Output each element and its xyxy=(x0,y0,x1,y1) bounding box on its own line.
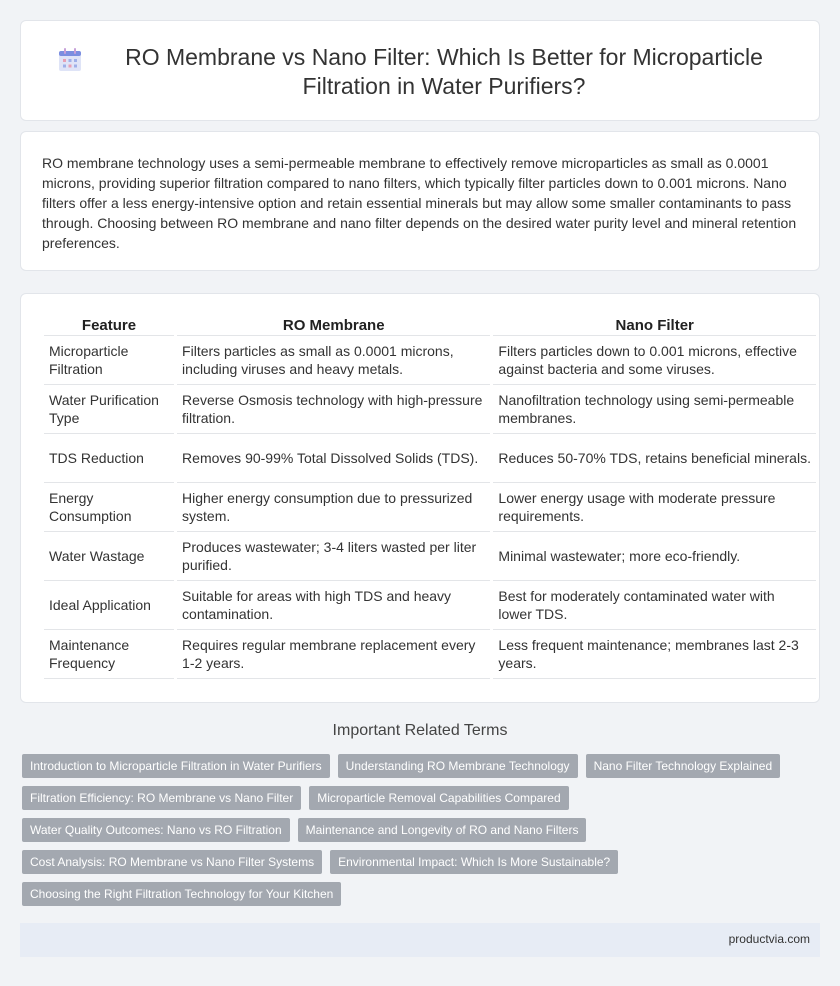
header-nano-filter: Nano Filter xyxy=(493,315,816,336)
feature-cell: Water Wastage xyxy=(44,532,174,581)
intro-paragraph: RO membrane technology uses a semi-permeable membrane to effectively remove microparticles as small as 0.0001 microns, providing superior filtration compared to nano filters, which typically filter particles down to 0.001 microns. Nano filters offer a less energy-intensive option and retain essential minerals but may allow some smaller contaminants to pass through. Choosing between RO membrane and nano filter depends on the desired water purity level and mineral retention preferences. xyxy=(42,155,797,251)
footer xyxy=(20,923,820,957)
related-term-tag[interactable]: Water Quality Outcomes: Nano vs RO Filtration xyxy=(22,818,290,842)
nano-cell: Filters particles down to 0.001 microns, effective against bacteria and some viruses. xyxy=(493,336,816,385)
table-header-row xyxy=(44,315,816,336)
table-row xyxy=(44,532,816,581)
feature-cell: Energy Consumption xyxy=(44,483,174,532)
related-term-tag[interactable]: Cost Analysis: RO Membrane vs Nano Filter Systems xyxy=(22,850,322,874)
related-term-tag[interactable]: Choosing the Right Filtration Technology for Your Kitchen xyxy=(22,882,341,906)
nano-cell: Reduces 50-70% TDS, retains beneficial minerals. xyxy=(493,434,816,483)
nano-cell: Nanofiltration technology using semi-permeable membranes. xyxy=(493,385,816,434)
feature-cell: Microparticle Filtration xyxy=(44,336,174,385)
related-terms-list xyxy=(22,754,802,914)
feature-cell: Water Purification Type xyxy=(44,385,174,434)
nano-cell: Best for moderately contaminated water with lower TDS. xyxy=(493,581,816,630)
table-row xyxy=(44,483,816,532)
related-term-tag[interactable]: Understanding RO Membrane Technology xyxy=(338,754,578,778)
related-term-tag[interactable]: Maintenance and Longevity of RO and Nano Filters xyxy=(298,818,587,842)
feature-cell: TDS Reduction xyxy=(44,434,174,483)
related-term-tag[interactable]: Filtration Efficiency: RO Membrane vs Nano Filter xyxy=(22,786,301,810)
title-card xyxy=(20,20,820,121)
feature-cell: Maintenance Frequency xyxy=(44,630,174,679)
ro-cell: Higher energy consumption due to pressurized system. xyxy=(177,483,490,532)
comparison-table xyxy=(41,315,819,679)
ro-cell: Suitable for areas with high TDS and heavy contamination. xyxy=(177,581,490,630)
table-row xyxy=(44,581,816,630)
header-feature: Feature xyxy=(44,315,174,336)
intro-card xyxy=(20,131,820,271)
related-term-tag[interactable]: Nano Filter Technology Explained xyxy=(586,754,781,778)
table-row xyxy=(44,434,816,483)
nano-cell: Minimal wastewater; more eco-friendly. xyxy=(493,532,816,581)
header-ro-membrane: RO Membrane xyxy=(177,315,490,336)
nano-cell: Less frequent maintenance; membranes last 2-3 years. xyxy=(493,630,816,679)
footer-site-name[interactable]: productvia.com xyxy=(728,932,810,946)
comparison-table-card xyxy=(20,293,820,703)
table-row xyxy=(44,336,816,385)
page-title: RO Membrane vs Nano Filter: Which Is Better for Microparticle Filtration in Water Purifiers? xyxy=(125,44,763,99)
related-term-tag[interactable]: Environmental Impact: Which Is More Sustainable? xyxy=(330,850,618,874)
table-row xyxy=(44,385,816,434)
related-terms-heading: Important Related Terms xyxy=(332,722,508,739)
ro-cell: Reverse Osmosis technology with high-pressure filtration. xyxy=(177,385,490,434)
ro-cell: Requires regular membrane replacement every 1-2 years. xyxy=(177,630,490,679)
feature-cell: Ideal Application xyxy=(44,581,174,630)
related-term-tag[interactable]: Microparticle Removal Capabilities Compared xyxy=(309,786,568,810)
ro-cell: Produces wastewater; 3-4 liters wasted per liter purified. xyxy=(177,532,490,581)
ro-cell: Removes 90-99% Total Dissolved Solids (TDS). xyxy=(177,434,490,483)
calendar-grid-icon xyxy=(56,46,84,74)
related-term-tag[interactable]: Introduction to Microparticle Filtration in Water Purifiers xyxy=(22,754,330,778)
nano-cell: Lower energy usage with moderate pressure requirements. xyxy=(493,483,816,532)
ro-cell: Filters particles as small as 0.0001 microns, including viruses and heavy metals. xyxy=(177,336,490,385)
table-row xyxy=(44,630,816,679)
